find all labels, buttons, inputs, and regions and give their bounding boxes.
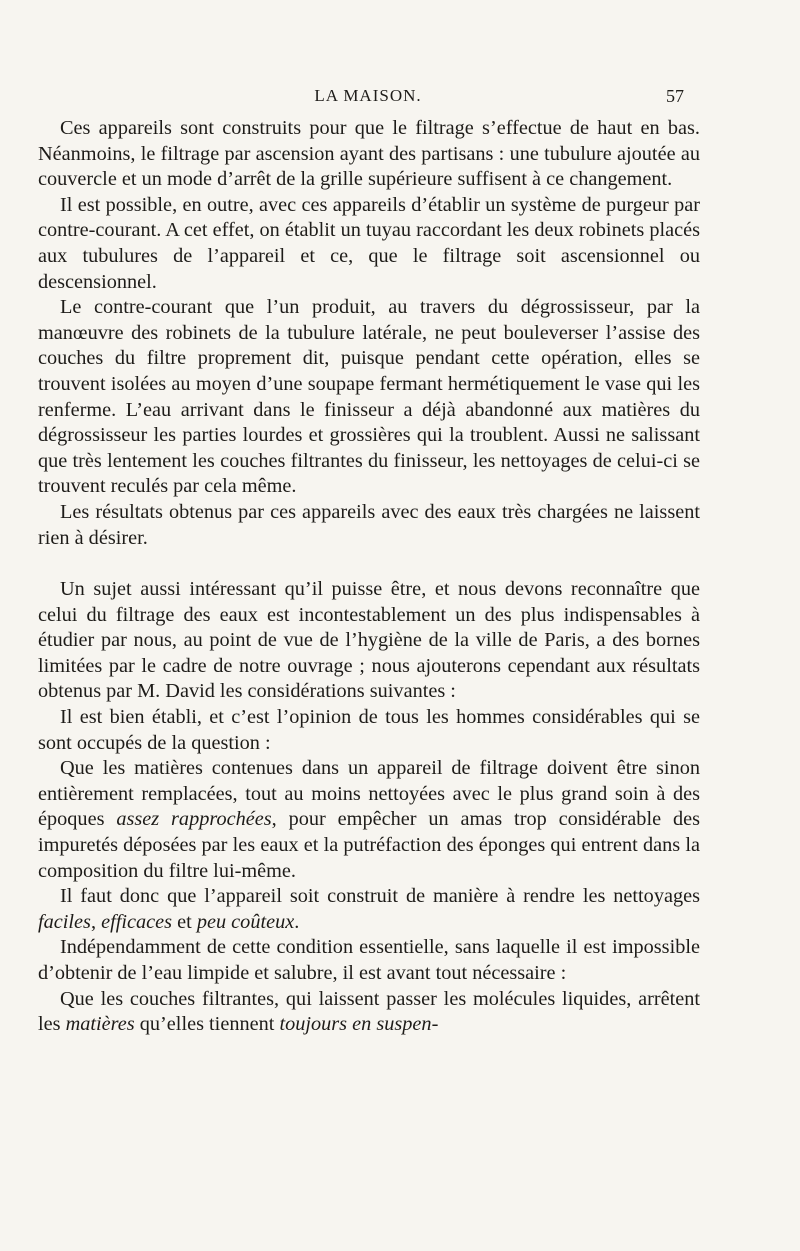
paragraph: Les résultats obtenus par ces appareils avec des eaux très chargées ne laissent rien à désirer. (38, 500, 700, 549)
paragraph: Ces appareils sont construits pour que le filtrage s’effectue de haut en bas. Néanmoins, le filtrage par ascension ayant des partisans : une tubulure ajoutée au couvercle et un mode d’arrêt de la grille supérieure suffisent à ce changement. (38, 117, 700, 191)
text-run: Il faut donc que l’appareil soit construit de manière à rendre les nettoyages (60, 885, 700, 908)
paragraph: Il est possible, en outre, avec ces appareils d’établir un système de purgeur par contre-courant. A cet effet, on établit un tuyau raccordant les deux robinets placés aux tubulures de l’appareil et ce, que le filtrage soit ascensionnel ou descensionnel. (38, 193, 700, 293)
text-run: , pour empêcher un amas trop considérable des impuretés déposées par les eaux et la putréfaction des éponges qui entrent dans la composition du filtre lui-même. (38, 808, 700, 882)
italic-run: toujours en suspen- (279, 1013, 439, 1036)
body-text (38, 116, 700, 1038)
paragraph (38, 987, 700, 1038)
italic-run: matières (65, 1013, 135, 1036)
paragraph (38, 756, 700, 884)
text-run: qu’elles tiennent (134, 1013, 280, 1036)
running-header (52, 86, 684, 112)
paragraph (38, 884, 700, 935)
text-run: . (294, 910, 300, 933)
text-run: Que les couches filtrantes, qui laissent passer les molécules liquides, arrêtent les (38, 987, 700, 1036)
paragraph: Il est bien établi, et c’est l’opinion de tous les hommes considérables qui se sont occupés de la question : (38, 706, 700, 754)
italic-run: peu coûteux (196, 910, 295, 933)
text-run: Que les matières contenues dans un appareil de filtrage doivent être sinon entièrement remplacées, tout au moins nettoyées avec le plus grand soin à des époques (38, 757, 700, 831)
italic-run: assez rapprochées (116, 808, 272, 831)
italic-run: faciles (38, 910, 91, 933)
text-run: , (90, 910, 102, 933)
italic-run: efficaces (101, 910, 173, 933)
text-run: et (172, 910, 197, 933)
running-title: LA MAISON. (314, 86, 422, 105)
paragraph: Un sujet aussi intéressant qu’il puisse être, et nous devons reconnaître que celui du filtrage des eaux est incontestablement un des plus indispensables à étudier par nous, au point de vue de l’hygiène de la ville de Paris, a des bornes limitées par le cadre de notre ouvrage ; nous ajouterons cependant aux résultats obtenus par M. David les considérations suivantes : (38, 578, 700, 703)
paragraph: Indépendamment de cette condition essentielle, sans laquelle il est impossible d’obtenir de l’eau limpide et salubre, il est avant tout nécessaire : (38, 936, 700, 984)
page-number: 57 (666, 86, 684, 106)
paragraph: Le contre-courant que l’un produit, au travers du dégrossisseur, par la manœuvre des robinets de la tubulure latérale, ne peut bouleverser l’assise des couches du filtre proprement dit, puisque pendant cette opération, elles se trouvent isolées au moyen d’une soupape fermant hermétiquement le vase qui les renferme. L’eau arrivant dans le finisseur a déjà abandonné aux matières du dégrossisseur les parties lourdes et grossières qui la troublent. Aussi ne salissant que très lentement les couches filtrantes du finisseur, les nettoyages de celui-ci se trouvent reculés par cela même. (38, 296, 700, 498)
